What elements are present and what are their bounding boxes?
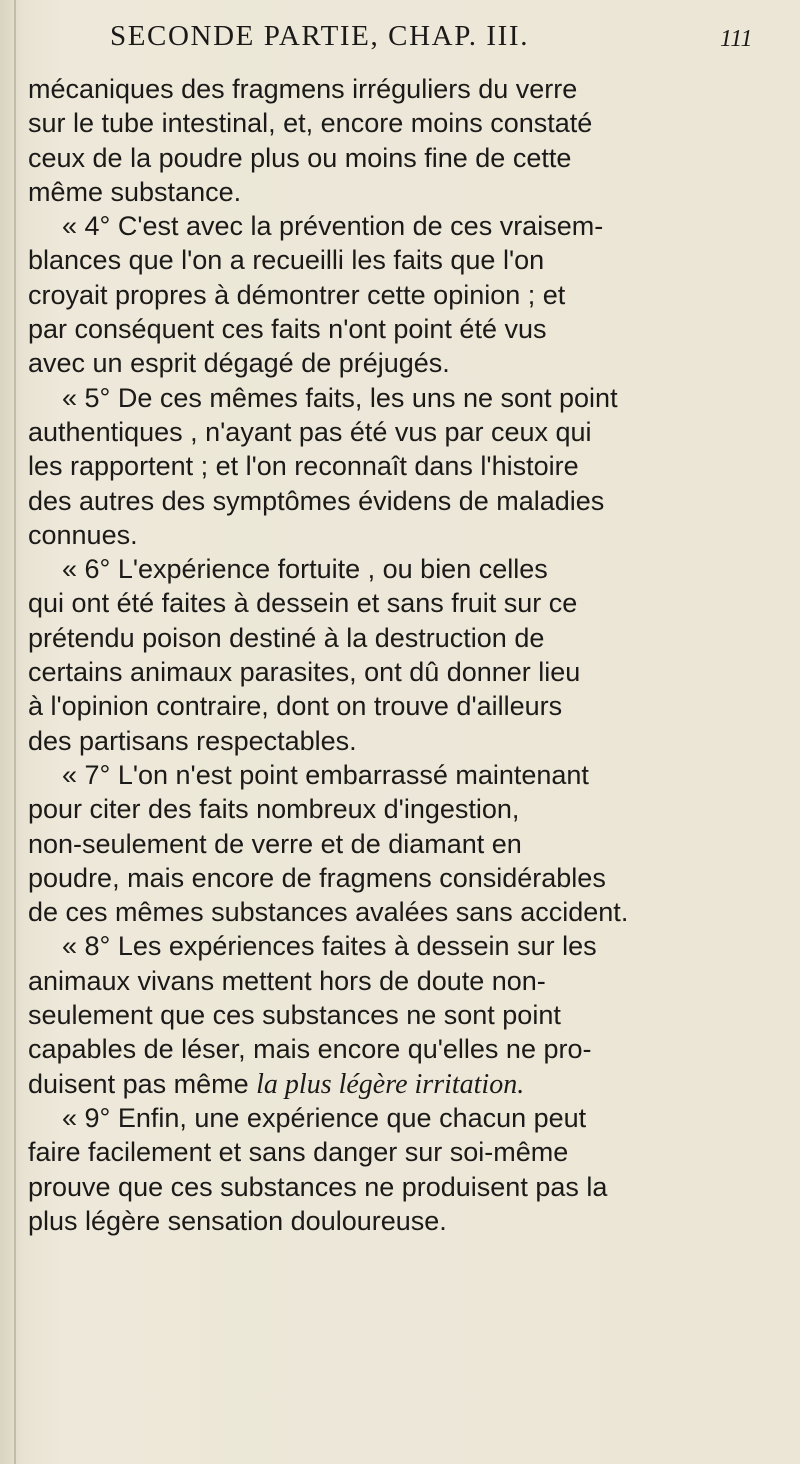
text-line: « 7° L'on n'est point embarrassé maintenant bbox=[62, 759, 589, 790]
paragraph-point-8 bbox=[28, 929, 728, 1100]
text-line: qui ont été faites à dessein et sans fruit sur ce bbox=[28, 588, 578, 619]
paragraph-point-9 bbox=[28, 1101, 728, 1238]
text-line: à l'opinion contraire, dont on trouve d'ailleurs bbox=[28, 691, 563, 722]
paragraph-point-6 bbox=[28, 552, 728, 758]
italic-phrase: la plus légère irritation. bbox=[256, 1068, 525, 1100]
text-line: authentiques , n'ayant pas été vus par ceux qui bbox=[28, 416, 592, 447]
text-line: capables de léser, mais encore qu'elles ne pro- bbox=[28, 1034, 592, 1065]
text-line: plus légère sensation douloureuse. bbox=[28, 1205, 447, 1236]
text-line: certains animaux parasites, ont dû donner lieu bbox=[28, 657, 581, 688]
text-line: connues. bbox=[28, 519, 138, 550]
text-line: par conséquent ces faits n'ont point été vus bbox=[28, 314, 547, 345]
page-number: 111 bbox=[720, 26, 753, 52]
text-line: sur le tube intestinal, et, encore moins constaté bbox=[28, 108, 593, 139]
paragraph-point-7 bbox=[28, 758, 728, 929]
text-line: « 9° Enfin, une expérience que chacun peut bbox=[62, 1102, 587, 1133]
text-line: blances que l'on a recueilli les faits que l'on bbox=[28, 245, 545, 276]
text-line: « 6° L'expérience fortuite , ou bien celles bbox=[62, 554, 548, 585]
text-line: seulement que ces substances ne sont point bbox=[28, 1000, 561, 1031]
paragraph-1 bbox=[28, 72, 728, 209]
text-line: croyait propres à démontrer cette opinion ; et bbox=[28, 279, 566, 310]
text-line: animaux vivans mettent hors de doute non- bbox=[28, 965, 546, 996]
text-line: les rapportent ; et l'on reconnaît dans l'histoire bbox=[28, 451, 579, 482]
text-line: « 8° Les expériences faites à dessein sur les bbox=[62, 931, 597, 962]
text-line: « 4° C'est avec la prévention de ces vraisem- bbox=[62, 211, 604, 242]
text-line: pour citer des faits nombreux d'ingestion, bbox=[28, 794, 520, 825]
text-line: prétendu poison destiné à la destruction de bbox=[28, 622, 545, 653]
text-line: « 5° De ces mêmes faits, les uns ne sont point bbox=[62, 382, 618, 413]
running-title: SECONDE PARTIE, CHAP. III. bbox=[110, 20, 530, 52]
text-line: faire facilement et sans danger sur soi-même bbox=[28, 1137, 569, 1168]
text-line: des partisans respectables. bbox=[28, 725, 357, 756]
text-line: des autres des symptômes évidens de maladies bbox=[28, 485, 605, 516]
body-text bbox=[28, 72, 728, 1238]
text-line: mécaniques des fragmens irréguliers du verre bbox=[28, 74, 578, 104]
page-gutter-edge bbox=[14, 0, 16, 1464]
text-line: de ces mêmes substances avalées sans accident. bbox=[28, 897, 629, 928]
text-line: avec un esprit dégagé de préjugés. bbox=[28, 348, 450, 379]
page-header bbox=[110, 20, 800, 60]
text-line: ceux de la poudre plus ou moins fine de cette bbox=[28, 142, 572, 173]
paragraph-point-4 bbox=[28, 209, 728, 380]
text-line: non-seulement de verre et de diamant en bbox=[28, 828, 522, 859]
text-line-with-italic bbox=[28, 1067, 728, 1101]
paragraph-point-5 bbox=[28, 381, 728, 552]
text-line: même substance. bbox=[28, 176, 242, 207]
text-line: poudre, mais encore de fragmens considérables bbox=[28, 862, 606, 893]
text-run: duisent pas même bbox=[28, 1068, 249, 1099]
text-line: prouve que ces substances ne produisent pas la bbox=[28, 1171, 608, 1202]
